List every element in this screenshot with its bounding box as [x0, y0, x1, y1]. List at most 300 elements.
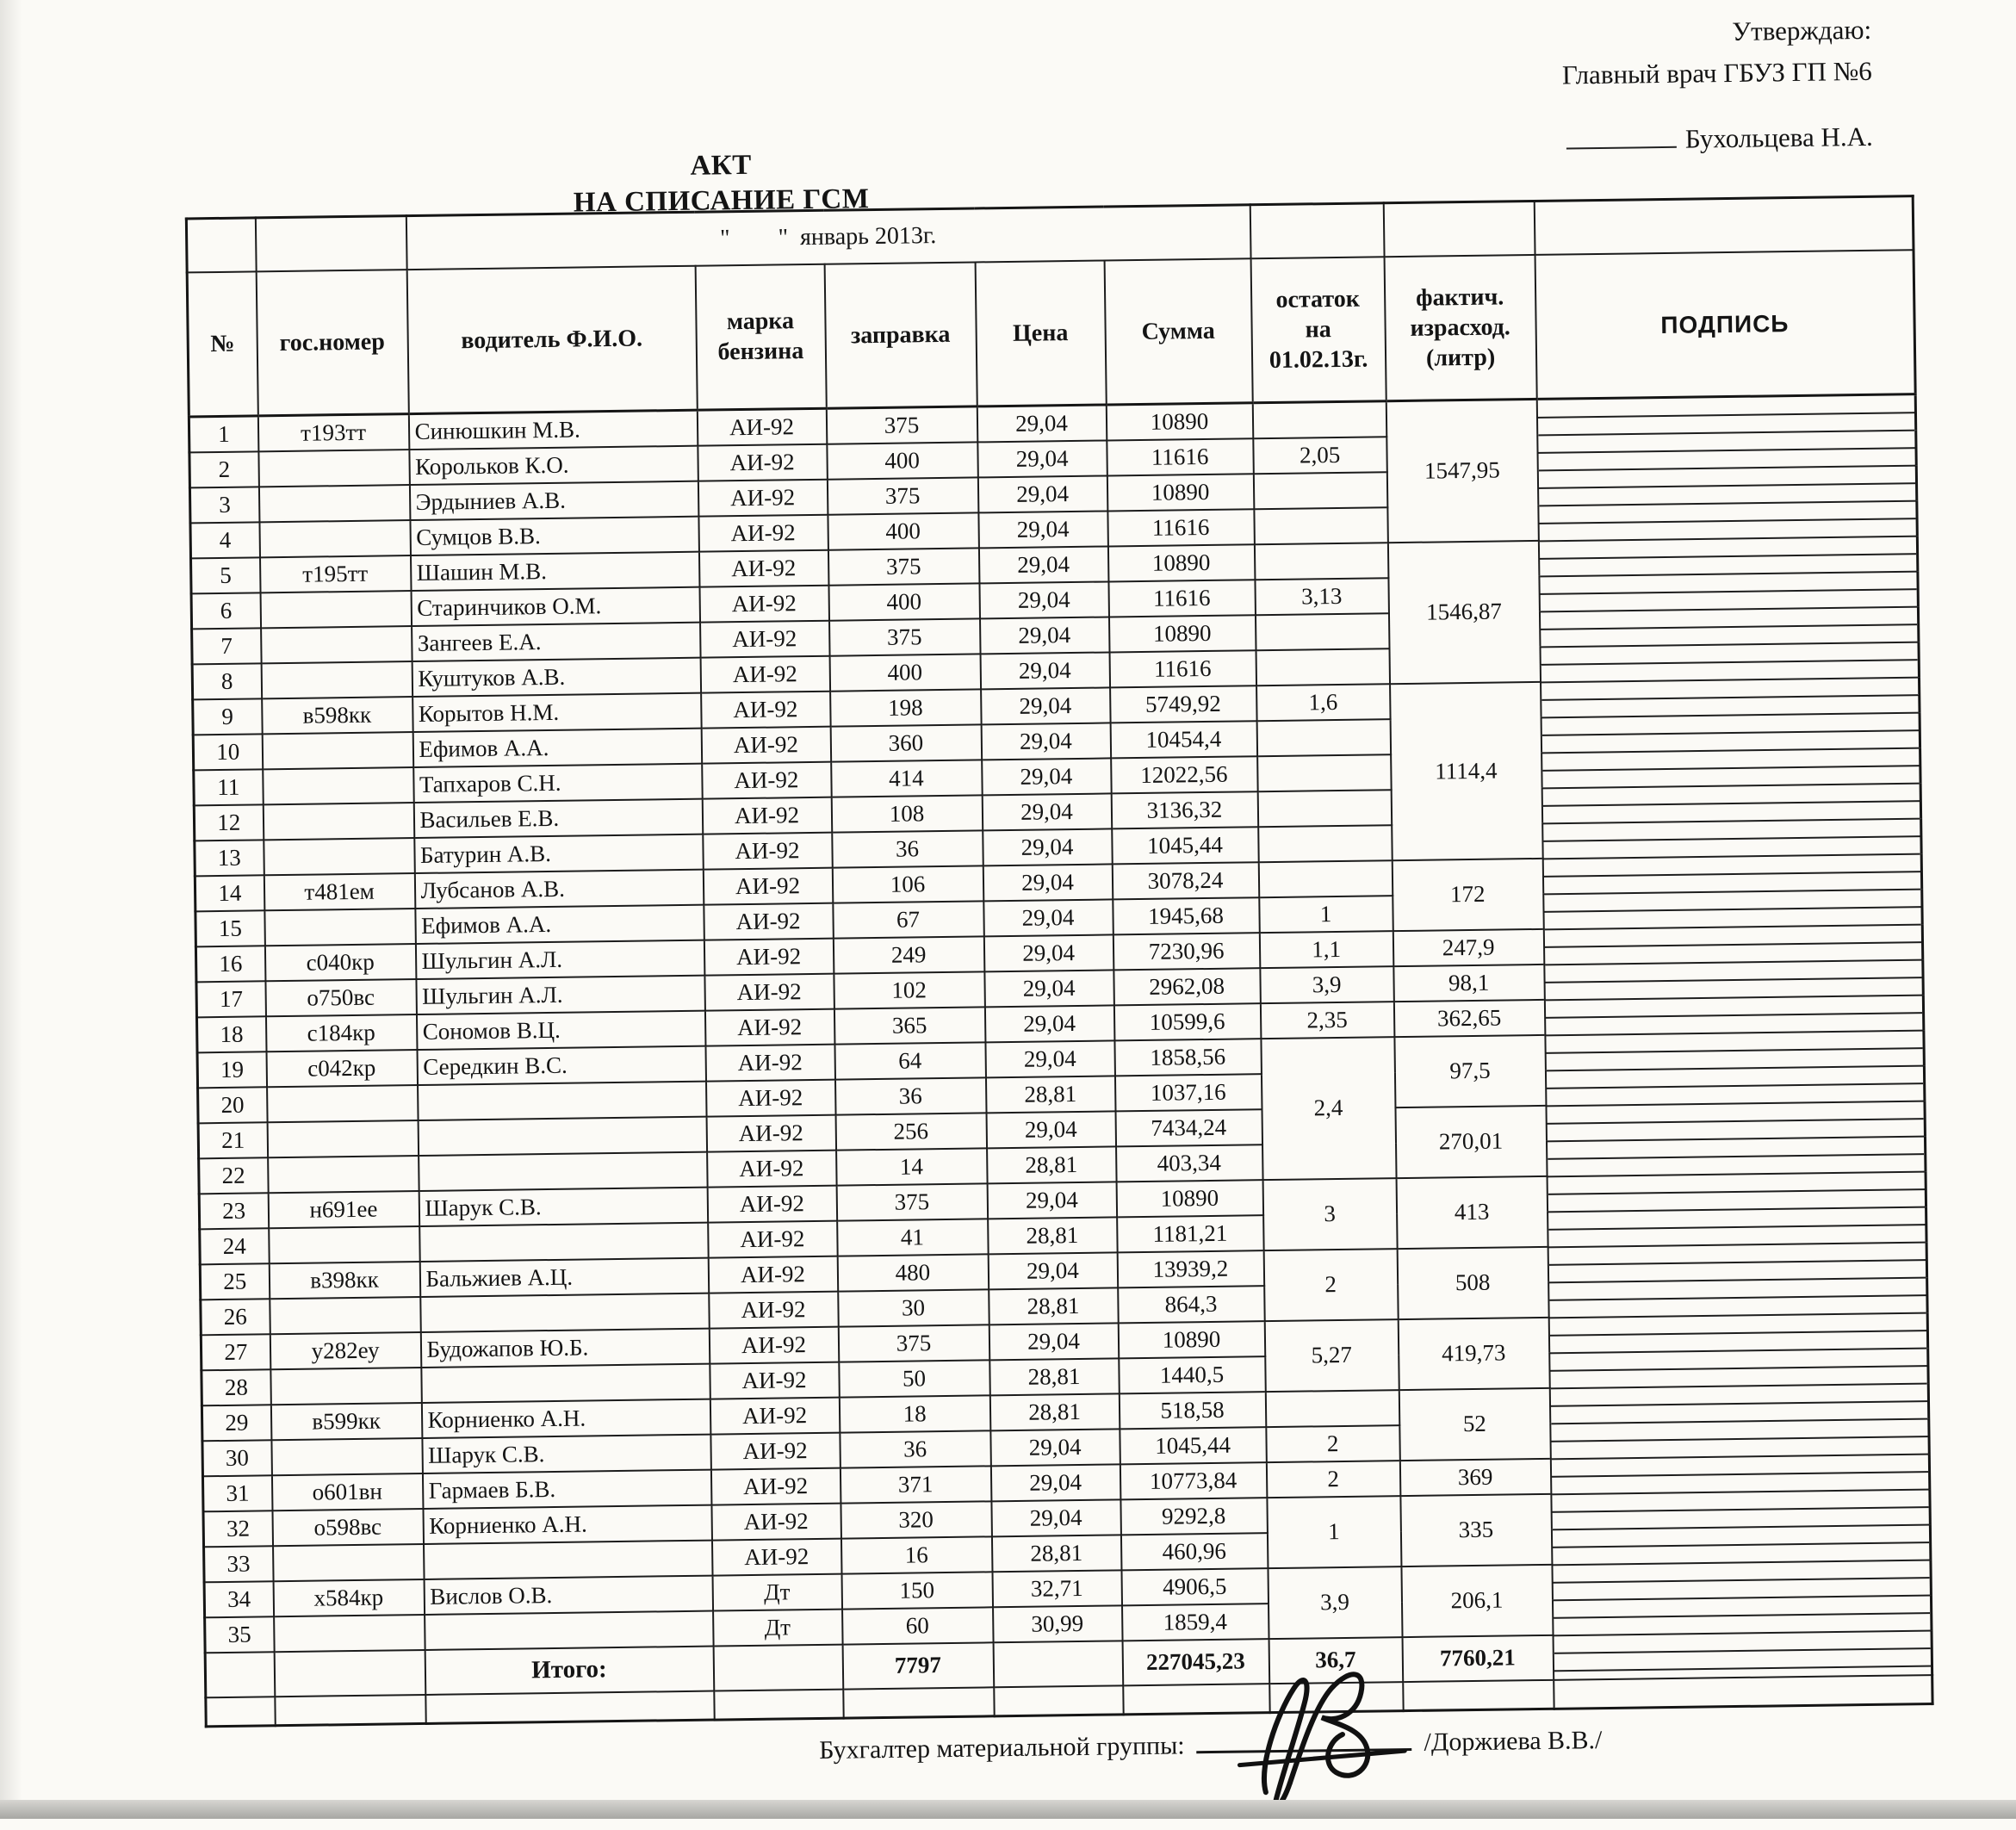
ostatok-value [1265, 1390, 1399, 1427]
driver-name: Куштуков А.В. [412, 657, 701, 696]
col-header-fact-spent: фактич. израсход. (литр) [1384, 254, 1536, 400]
row-number: 16 [195, 946, 265, 982]
ostatok-value: 1 [1267, 1496, 1401, 1568]
fuel-brand: АИ-92 [707, 1185, 837, 1222]
sum-value: 11616 [1107, 438, 1254, 475]
zapravka-value: 375 [836, 1183, 988, 1220]
gos-number [262, 732, 413, 769]
gos-number [269, 1226, 420, 1263]
zapravka-value: 375 [838, 1324, 989, 1362]
zapravka-value: 375 [829, 618, 981, 655]
row-number: 15 [195, 910, 265, 946]
accountant-signature-line [1196, 1728, 1411, 1753]
price-value: 29,04 [983, 864, 1113, 901]
sum-value: 13939,2 [1117, 1250, 1264, 1287]
title-line2: НА СПИСАНИЕ ГСМ [573, 183, 870, 219]
sum-value: 3136,32 [1111, 791, 1258, 828]
ostatok-value: 3,9 [1260, 966, 1394, 1003]
date-cell-empty [1534, 196, 1914, 255]
scan-bottom-edge [0, 1800, 2016, 1819]
gos-number: о601вн [271, 1473, 423, 1510]
gos-number: в599кк [270, 1402, 422, 1439]
price-value: 29,04 [990, 1464, 1120, 1501]
driver-name [419, 1222, 709, 1261]
sum-value: 11616 [1108, 580, 1256, 617]
col-header-number: № [187, 271, 257, 417]
sum-value: 1045,44 [1120, 1427, 1267, 1464]
gos-number [270, 1296, 421, 1333]
price-value: 29,04 [978, 546, 1108, 583]
sum-value: 11616 [1107, 509, 1255, 546]
row-number: 23 [199, 1193, 269, 1229]
accountant-footer [819, 1725, 1603, 1765]
fact-spent-value: 1547,95 [1386, 399, 1538, 542]
zapravka-value: 102 [834, 971, 985, 1008]
zapravka-value: 36 [832, 830, 983, 867]
price-value: 28,81 [988, 1217, 1118, 1254]
sum-value: 1440,5 [1119, 1356, 1266, 1393]
fuel-brand: АИ-92 [709, 1291, 839, 1328]
fuel-brand: АИ-92 [698, 549, 828, 586]
fuel-brand: АИ-92 [698, 479, 828, 516]
sum-value: 9292,8 [1120, 1498, 1268, 1535]
total-summa: 227045,23 [1122, 1639, 1269, 1685]
gos-number: с040кр [264, 944, 416, 981]
gos-number: т193тт [257, 414, 409, 451]
row-number: 18 [196, 1016, 266, 1052]
price-value: 32,71 [992, 1570, 1122, 1607]
fuel-brand: АИ-92 [700, 655, 830, 692]
fuel-brand: АИ-92 [709, 1326, 839, 1363]
sum-value: 10890 [1116, 1180, 1263, 1217]
row-number: 22 [199, 1157, 269, 1194]
driver-name [424, 1540, 713, 1579]
col-header-price: Цена [975, 260, 1106, 406]
sum-value: 10599,6 [1113, 1003, 1261, 1040]
gos-number: в598кк [262, 697, 413, 734]
price-value: 29,04 [984, 970, 1114, 1007]
date-cell-empty [255, 216, 406, 271]
gos-number [264, 909, 416, 946]
price-value: 29,04 [979, 581, 1109, 618]
row-number: 31 [202, 1475, 272, 1511]
driver-name: Корытов Н.М. [413, 692, 702, 731]
fuel-brand: Дт [713, 1609, 843, 1646]
driver-name: Васильев Е.В. [413, 798, 703, 837]
fuel-writeoff-table [185, 195, 1934, 1728]
sum-value: 12022,56 [1111, 756, 1258, 793]
ostatok-value: 5,27 [1264, 1319, 1399, 1392]
driver-name [418, 1116, 707, 1155]
total-empty [993, 1641, 1123, 1687]
row-number: 21 [198, 1122, 268, 1158]
gos-number [259, 520, 411, 557]
ostatok-value [1254, 543, 1388, 580]
row-number: 13 [195, 840, 264, 876]
driver-name: Старинчиков О.М. [411, 586, 700, 625]
price-value: 28,81 [987, 1146, 1117, 1183]
ostatok-value: 2,4 [1261, 1037, 1396, 1180]
col-header-sum: Сумма [1104, 258, 1252, 405]
approval-block [1561, 9, 1873, 162]
zapravka-value: 400 [829, 654, 981, 691]
sum-value: 11616 [1109, 650, 1256, 687]
total-empty [205, 1652, 275, 1697]
total-empty [713, 1644, 843, 1690]
price-value: 28,81 [989, 1393, 1120, 1430]
row-number: 3 [189, 487, 259, 523]
gos-number: н691ее [268, 1191, 419, 1228]
zapravka-value: 36 [834, 1077, 986, 1114]
price-value: 29,04 [982, 758, 1112, 795]
price-value: 29,04 [985, 1040, 1115, 1077]
ostatok-value: 2,35 [1260, 1002, 1394, 1039]
gos-number [258, 485, 410, 522]
ostatok-value [1252, 401, 1386, 438]
driver-name: Корниенко А.Н. [421, 1399, 710, 1437]
driver-name: Середкин В.С. [417, 1045, 706, 1084]
price-value: 29,04 [986, 1111, 1116, 1148]
fuel-brand: АИ-92 [702, 761, 832, 798]
gos-number [271, 1437, 423, 1474]
row-number: 29 [202, 1405, 271, 1441]
fact-spent-value: 362,65 [1393, 999, 1545, 1036]
driver-name: Шульгин А.Л. [415, 940, 704, 978]
driver-name: Сономов В.Ц. [416, 1010, 705, 1049]
fuel-brand: АИ-92 [703, 867, 833, 904]
price-value: 29,04 [989, 1323, 1119, 1360]
fuel-brand: АИ-92 [698, 444, 828, 481]
fuel-brand: АИ-92 [701, 691, 831, 728]
fuel-brand: АИ-92 [700, 620, 830, 657]
zapravka-value: 365 [834, 1007, 985, 1044]
price-value: 28,81 [989, 1287, 1119, 1324]
sum-value: 1037,16 [1114, 1074, 1262, 1111]
zapravka-value: 67 [833, 901, 984, 938]
gos-number: т195тт [259, 555, 411, 592]
accountant-name: /Доржиева В.В./ [1424, 1726, 1603, 1757]
price-value: 29,04 [979, 617, 1109, 654]
row-number: 20 [198, 1087, 268, 1123]
fuel-brand: АИ-92 [698, 514, 828, 551]
fuel-brand: Дт [712, 1573, 842, 1610]
row-number: 25 [200, 1263, 270, 1300]
date-cell-empty [1383, 201, 1535, 256]
fuel-brand: АИ-92 [710, 1467, 841, 1504]
fuel-brand: АИ-92 [708, 1220, 838, 1257]
gos-number [263, 767, 414, 804]
zapravka-value: 320 [841, 1501, 992, 1538]
fuel-brand: АИ-92 [708, 1256, 838, 1293]
fuel-brand: АИ-92 [711, 1503, 841, 1540]
driver-name: Ефимов А.А. [413, 728, 702, 766]
zapravka-value: 50 [839, 1360, 990, 1397]
row-number: 7 [192, 628, 262, 664]
sum-value: 4906,5 [1121, 1568, 1269, 1605]
zapravka-value: 414 [831, 760, 983, 797]
driver-name: Шашин М.В. [410, 551, 699, 590]
driver-name: Эрдыниев А.В. [409, 481, 698, 519]
driver-name: Синюшкин М.В. [408, 410, 698, 449]
gos-number [260, 591, 412, 628]
zapravka-value: 480 [837, 1254, 989, 1291]
driver-name [425, 1610, 714, 1649]
fact-spent-value: 172 [1392, 858, 1543, 930]
row-number: 30 [202, 1440, 272, 1476]
driver-name [421, 1363, 710, 1402]
zapravka-value: 41 [837, 1219, 989, 1256]
ostatok-value [1253, 472, 1387, 509]
driver-name: Ефимов А.А. [415, 904, 704, 943]
ostatok-value: 1,1 [1259, 931, 1393, 968]
ostatok-value: 2 [1263, 1249, 1398, 1321]
col-header-driver: водитель Ф.И.О. [406, 265, 697, 413]
sum-value: 1859,4 [1122, 1604, 1269, 1641]
fuel-table-body [189, 394, 1932, 1727]
zapravka-value: 375 [826, 406, 977, 444]
price-value: 29,04 [977, 440, 1107, 477]
gos-number: с184кр [265, 1014, 417, 1051]
ostatok-value [1258, 825, 1393, 862]
approval-signature-line [1566, 124, 1677, 150]
ostatok-value [1257, 790, 1392, 827]
sum-value: 5749,92 [1110, 685, 1257, 723]
col-header-signature: ПОДПИСЬ [1535, 250, 1915, 400]
ostatok-value: 3,13 [1255, 578, 1389, 615]
fact-spent-value: 1114,4 [1390, 681, 1543, 859]
price-value: 29,04 [983, 934, 1113, 971]
total-empty [274, 1649, 425, 1696]
ostatok-value: 3,9 [1268, 1566, 1402, 1639]
fact-spent-value: 1546,87 [1387, 540, 1540, 683]
price-value: 30,99 [993, 1605, 1123, 1642]
price-value: 29,04 [977, 475, 1107, 512]
zapravka-value: 371 [840, 1466, 991, 1503]
zapravka-value: 375 [828, 548, 979, 585]
title-line1: АКТ [690, 149, 752, 182]
gos-number: т481ем [264, 873, 415, 910]
price-value: 28,81 [989, 1358, 1120, 1395]
ostatok-value: 2,05 [1253, 437, 1387, 474]
price-value: 28,81 [985, 1076, 1115, 1113]
fact-spent-value: 98,1 [1393, 964, 1545, 1001]
fuel-brand: АИ-92 [699, 585, 829, 622]
sum-value: 2962,08 [1113, 968, 1261, 1005]
driver-name: Шарук С.В. [422, 1434, 711, 1473]
sum-value: 1945,68 [1113, 897, 1260, 934]
gos-number: в398кк [269, 1262, 420, 1299]
fuel-brand: АИ-92 [704, 973, 834, 1010]
sum-value: 10890 [1106, 403, 1253, 440]
driver-name: Тапхаров С.Н. [413, 763, 703, 802]
price-value: 29,04 [981, 723, 1111, 760]
zapravka-value: 400 [827, 442, 978, 479]
row-number: 14 [195, 875, 264, 911]
sum-value: 10890 [1108, 615, 1256, 652]
row-number: 24 [200, 1228, 270, 1264]
row-number: 10 [193, 734, 263, 770]
row-number: 35 [205, 1616, 275, 1653]
gos-number: о598вс [272, 1508, 424, 1545]
row-number: 2 [189, 451, 259, 487]
fuel-brand: АИ-92 [704, 938, 834, 975]
zapravka-value: 256 [835, 1113, 987, 1150]
approval-line2: Главный врач ГБУЗ ГП №6 [1561, 55, 1872, 90]
date-cell-empty [186, 218, 256, 272]
gos-number [267, 1085, 419, 1122]
sum-value: 1181,21 [1117, 1215, 1264, 1252]
zapravka-value: 30 [838, 1289, 989, 1326]
fuel-brand: АИ-92 [701, 726, 831, 763]
sum-value: 10454,4 [1110, 721, 1257, 758]
zapravka-value: 64 [834, 1042, 986, 1079]
row-number: 26 [201, 1299, 270, 1335]
gos-number [273, 1543, 425, 1580]
fact-spent-value: 413 [1396, 1176, 1548, 1248]
price-value: 29,04 [990, 1429, 1120, 1466]
gos-number: о750вс [265, 979, 417, 1016]
driver-name: Вислов О.В. [424, 1575, 713, 1614]
fuel-brand: АИ-92 [703, 832, 833, 869]
date-cell-empty [1250, 203, 1384, 258]
approval-signature-row [1563, 116, 1873, 162]
price-value: 29,04 [977, 405, 1107, 442]
header-row [187, 250, 1915, 417]
price-value: 28,81 [991, 1535, 1121, 1572]
driver-name [420, 1293, 710, 1331]
driver-name: Сумцов В.В. [410, 516, 699, 555]
driver-name: Бальжиев А.Ц. [419, 1257, 709, 1296]
accountant-label: Бухгалтер материальной группы: [818, 1731, 1185, 1765]
price-value: 29,04 [983, 899, 1113, 936]
ostatok-value: 1,6 [1256, 684, 1391, 721]
col-header-gosnomer: гос.номер [256, 270, 408, 416]
row-number: 11 [194, 769, 264, 805]
row-number: 6 [191, 592, 261, 629]
row-number: 5 [191, 557, 261, 593]
price-value: 29,04 [983, 828, 1113, 865]
zapravka-value: 360 [830, 724, 982, 761]
sum-value: 10890 [1107, 544, 1255, 581]
gos-number [261, 661, 413, 698]
sum-value: 10773,84 [1120, 1462, 1267, 1499]
sum-value: 518,58 [1119, 1392, 1266, 1429]
sum-value: 3078,24 [1112, 862, 1259, 899]
gos-number [268, 1156, 419, 1193]
price-value: 29,04 [991, 1499, 1121, 1536]
gos-number [264, 838, 415, 875]
price-value: 29,04 [978, 511, 1108, 548]
row-number: 17 [196, 981, 266, 1017]
gos-number [261, 626, 413, 663]
row-number: 12 [194, 804, 264, 841]
total-zapravka: 7797 [842, 1642, 994, 1689]
driver-name: Корниенко А.Н. [423, 1504, 712, 1543]
fuel-brand: АИ-92 [710, 1397, 840, 1434]
fuel-brand: АИ-92 [710, 1362, 840, 1399]
price-value: 29,04 [984, 1005, 1114, 1042]
price-value: 29,04 [981, 687, 1111, 724]
ostatok-value [1257, 754, 1392, 791]
fuel-brand: АИ-92 [702, 797, 832, 834]
fact-spent-value: 247,9 [1393, 928, 1544, 965]
sum-value: 7434,24 [1115, 1109, 1262, 1146]
driver-name: Батурин А.В. [414, 834, 704, 872]
ostatok-value [1258, 860, 1393, 897]
sum-value: 7230,96 [1113, 933, 1260, 970]
fact-spent-value: 52 [1399, 1387, 1550, 1460]
zapravka-value: 108 [831, 795, 983, 832]
col-header-fuel-brand: марка бензина [695, 264, 826, 410]
driver-name: Шульгин А.Л. [416, 975, 705, 1014]
fuel-brand: АИ-92 [710, 1432, 841, 1469]
ostatok-value [1256, 719, 1391, 756]
sum-value: 864,3 [1118, 1286, 1265, 1323]
ostatok-value: 2 [1266, 1425, 1400, 1462]
sum-value: 10890 [1118, 1321, 1265, 1358]
col-header-ostatok: остаток на 01.02.13г. [1250, 257, 1386, 403]
total-fakt: 7760,21 [1402, 1635, 1554, 1681]
gos-number: х584кр [273, 1579, 425, 1616]
fact-spent-value: 419,73 [1398, 1317, 1549, 1389]
sum-value: 1858,56 [1114, 1039, 1262, 1076]
row-number: 34 [204, 1581, 274, 1617]
gos-number: с042кр [266, 1050, 418, 1087]
gos-number [270, 1367, 422, 1404]
approval-name: Бухольцева Н.А. [1684, 121, 1873, 154]
gos-number [267, 1120, 419, 1157]
driver-name: Шарук С.В. [419, 1187, 708, 1225]
driver-name: Гармаев Б.В. [422, 1469, 711, 1508]
price-value: 29,04 [980, 652, 1110, 689]
fuel-brand: АИ-92 [705, 1044, 835, 1081]
sum-value: 460,96 [1120, 1533, 1268, 1570]
driver-name: Зангеев Е.А. [412, 622, 701, 661]
fact-spent-value: 270,01 [1395, 1105, 1547, 1177]
driver-name: Будожапов Ю.Б. [420, 1328, 710, 1367]
zapravka-value: 198 [830, 689, 982, 726]
fuel-brand: АИ-92 [706, 1079, 836, 1116]
row-number: 27 [201, 1334, 270, 1370]
sum-value: 403,34 [1116, 1145, 1263, 1182]
fuel-brand: АИ-92 [706, 1114, 836, 1151]
fact-spent-value: 369 [1399, 1458, 1551, 1495]
col-header-zapravka: заправка [824, 262, 977, 408]
fuel-brand: АИ-92 [711, 1538, 841, 1575]
zapravka-value: 150 [841, 1572, 993, 1609]
row-number: 28 [202, 1369, 271, 1405]
gos-number: у282еу [270, 1331, 421, 1368]
fact-spent-value: 508 [1397, 1246, 1548, 1318]
total-label: Итого: [425, 1646, 714, 1694]
fuel-brand: АИ-92 [707, 1150, 837, 1187]
zapravka-value: 18 [839, 1395, 990, 1432]
date-cell: " " январь 2013г. [406, 205, 1250, 270]
zapravka-value: 36 [840, 1430, 991, 1467]
zapravka-value: 400 [828, 583, 980, 620]
ostatok-value [1254, 507, 1388, 544]
zapravka-value: 375 [827, 477, 978, 514]
zapravka-value: 60 [842, 1607, 994, 1644]
zapravka-value: 14 [836, 1148, 988, 1185]
row-number: 8 [192, 663, 262, 699]
signature-lines-area [1536, 394, 1932, 1680]
ostatok-value: 2 [1266, 1461, 1400, 1498]
fact-spent-value: 335 [1400, 1493, 1552, 1566]
zapravka-value: 400 [828, 512, 979, 549]
ostatok-value: 1 [1259, 896, 1393, 933]
fuel-brand: АИ-92 [697, 408, 827, 445]
